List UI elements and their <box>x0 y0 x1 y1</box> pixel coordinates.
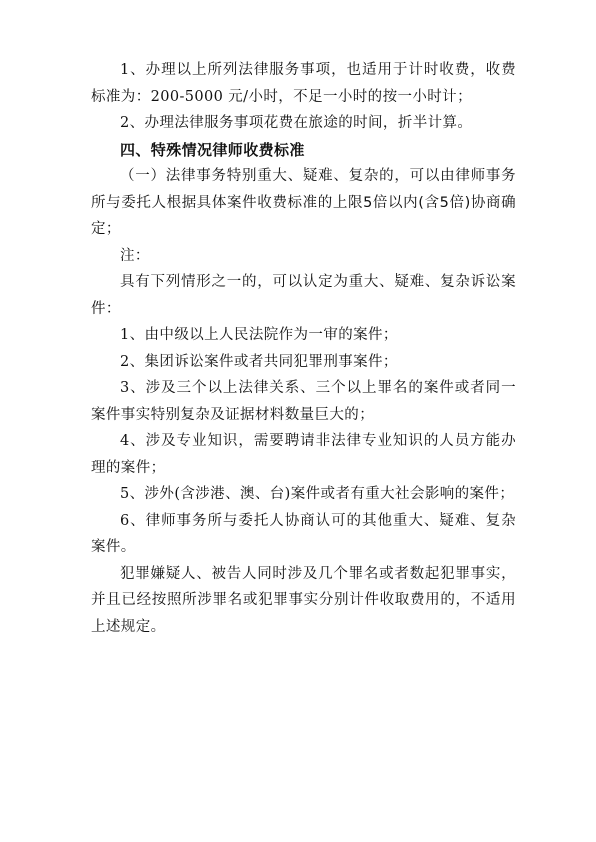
note-intro: 具有下列情形之一的，可以认定为重大、疑难、复杂诉讼案件： <box>91 274 516 317</box>
section-heading: 四、特殊情况律师收费标准 <box>120 140 305 159</box>
note-item: 2、集团诉讼案件或者共同犯罪刑事案件； <box>120 353 398 370</box>
paragraph-hourly-fee: 1、办理以上所列法律服务事项，也适用于计时收费，收费标准为：200-5000 元/小时，不足一小时的按一小时计； <box>91 62 516 105</box>
note-item: 3、涉及三个以上法律关系、三个以上罪名的案件或者同一案件事实特别复杂及证据材料数量巨大的； <box>91 380 516 423</box>
note-item: 5、涉外(含涉港、澳、台)案件或者有重大社会影响的案件； <box>120 486 515 502</box>
note-item: 1、由中级以上人民法院作为一审的案件； <box>120 327 398 343</box>
sub-item-text: （一）法律事务特别重大、疑难、复杂的，可以由律师事务所与委托人根据具体案件收费标准的上限5倍以内(含5倍)协商确定； <box>91 168 516 237</box>
closing-paragraph: 犯罪嫌疑人、被告人同时涉及几个罪名或者数起犯罪事实，并且已经按照所涉罪名或犯罪事实分别计件收取费用的，不适用上述规定。 <box>91 565 516 635</box>
note-label: 注： <box>120 247 150 264</box>
document-page <box>91 57 516 640</box>
paragraph-travel-time: 2、办理法律服务事项花费在旅途的时间，折半计算。 <box>120 115 473 131</box>
sub-item-special-cases <box>91 163 516 243</box>
note-item: 4、涉及专业知识，需要聘请非法律专业知识的人员方能办理的案件； <box>91 433 516 476</box>
note-item: 6、律师事务所与委托人协商认可的其他重大、疑难、复杂案件。 <box>91 512 516 555</box>
